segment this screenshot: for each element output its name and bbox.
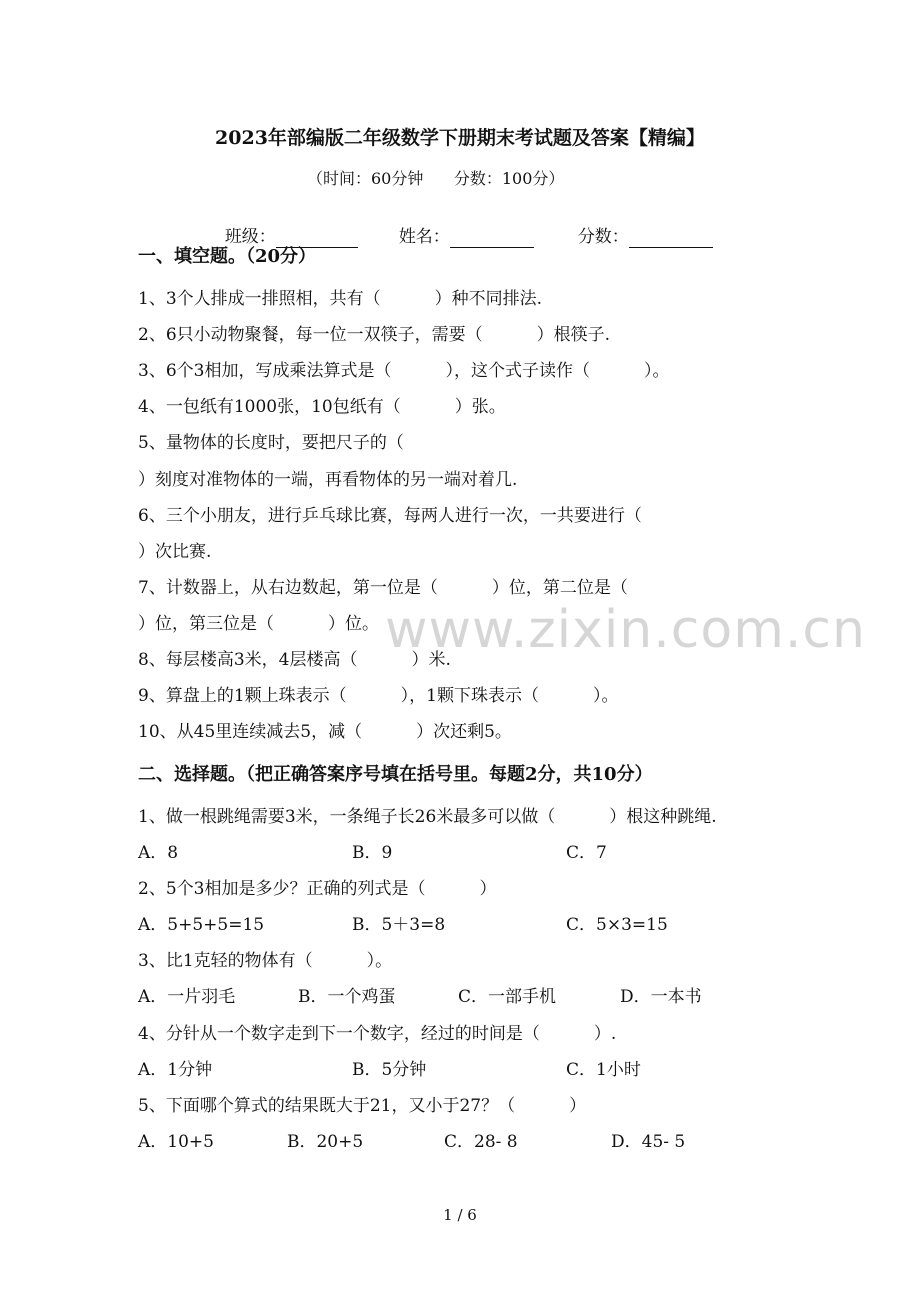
option-d[interactable]: D．一本书 [620, 987, 702, 1007]
option-c[interactable]: C．5×3=15 [566, 915, 668, 935]
class-field [214, 204, 358, 248]
exam-subtitle: （时间：60分钟 分数：100分） [307, 169, 565, 188]
option-c[interactable]: C．一部手机 [458, 987, 557, 1007]
option-c[interactable]: C．7 [566, 843, 607, 863]
question-line: 1、3个人排成一排照相，共有（ ）种不同排法. [138, 289, 543, 309]
option-b[interactable]: B．5分钟 [352, 1060, 427, 1080]
option-b[interactable]: B．5＋3=8 [352, 915, 446, 935]
question-line: ）位，第三位是（ ）位。 [138, 614, 380, 634]
option-a[interactable]: A．1分钟 [138, 1060, 213, 1080]
option-b[interactable]: B．20+5 [287, 1132, 364, 1152]
score-blank[interactable] [629, 229, 713, 248]
question-line: 10、从45里连续减去5，减（ ）次还剩5。 [138, 722, 512, 742]
option-a[interactable]: A．一片羽毛 [138, 987, 236, 1007]
question-line: 7、计数器上，从右边数起，第一位是（ ）位，第二位是（ [138, 578, 628, 598]
name-field [388, 204, 534, 248]
watermark: www.zixin.com.cn [385, 600, 866, 660]
question-line: 5、下面哪个算式的结果既大于21，又小于27？（ ） [138, 1096, 587, 1116]
class-label: 班级： [224, 227, 276, 247]
option-d[interactable]: D．45- 5 [611, 1132, 686, 1152]
page-number: 1 / 6 [443, 1206, 477, 1224]
option-c[interactable]: C．1小时 [566, 1060, 641, 1080]
score-label: 分数： [577, 227, 629, 247]
question-line: ）次比赛. [138, 542, 212, 562]
question-line: ）刻度对准物体的一端，再看物体的另一端对着几. [138, 470, 518, 490]
option-a[interactable]: A．10+5 [138, 1132, 214, 1152]
section1-heading: 一、填空题。（20分） [138, 246, 317, 267]
question-line: 4、一包纸有1000张，10包纸有（ ）张。 [138, 397, 506, 417]
question-line: 1、做一根跳绳需要3米，一条绳子长26米最多可以做（ ）根这种跳绳. [138, 807, 717, 827]
question-line: 2、5个3相加是多少？正确的列式是（ ） [138, 879, 497, 899]
question-line: 6、三个小朋友，进行乒乓球比赛，每两人进行一次，一共要进行（ [138, 506, 642, 526]
section2-heading: 二、选择题。（把正确答案序号填在括号里。每题2分，共10分） [138, 764, 653, 785]
question-line: 5、量物体的长度时，要把尺子的（ [138, 433, 404, 453]
name-label: 姓名： [398, 227, 450, 247]
option-c[interactable]: C．28- 8 [444, 1132, 518, 1152]
option-b[interactable]: B．一个鸡蛋 [298, 987, 396, 1007]
option-a[interactable]: A．5+5+5=15 [138, 915, 265, 935]
document-title: 2023年部编版二年级数学下册期末考试题及答案【精编】 [215, 127, 705, 149]
option-a[interactable]: A．8 [138, 843, 179, 863]
question-line: 3、比1克轻的物体有（ ）。 [138, 951, 393, 971]
question-line: 8、每层楼高3米，4层楼高（ ）米. [138, 650, 451, 670]
question-line: 3、6个3相加，写成乘法算式是（ ），这个式子读作（ ）。 [138, 361, 670, 381]
name-blank[interactable] [450, 229, 534, 248]
question-line: 9、算盘上的1颗上珠表示（ ），1颗下珠表示（ ）。 [138, 686, 619, 706]
option-b[interactable]: B．9 [352, 843, 393, 863]
question-line: 4、分针从一个数字走到下一个数字，经过的时间是（ ）. [138, 1024, 617, 1044]
score-field [567, 204, 713, 248]
question-line: 2、6只小动物聚餐，每一位一双筷子，需要（ ）根筷子. [138, 325, 611, 345]
